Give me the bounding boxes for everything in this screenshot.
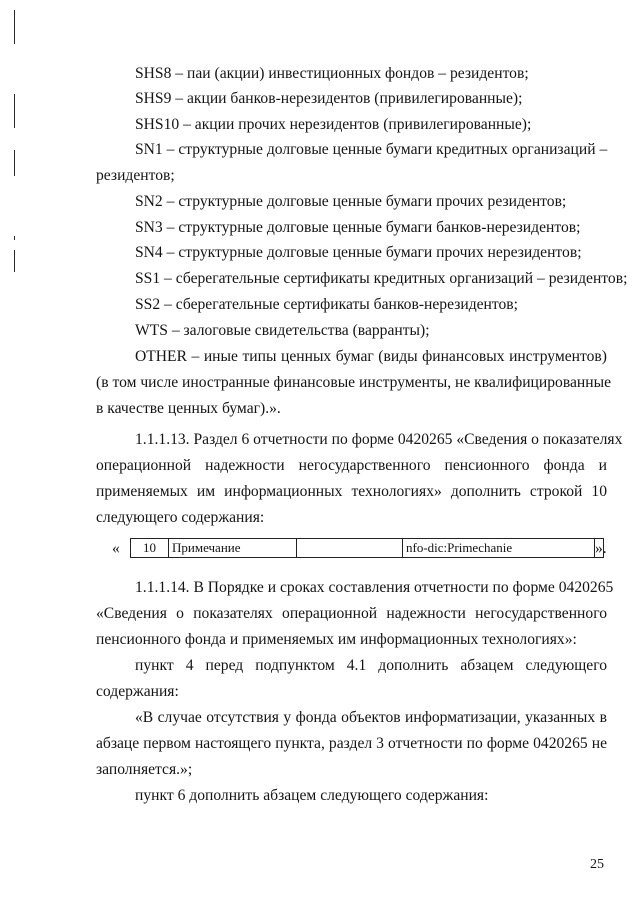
paragraph-line: заполняется.»; bbox=[96, 761, 193, 778]
table-cell-code: nfo-dic:Primechanie bbox=[403, 539, 595, 557]
table-cell-empty bbox=[297, 539, 403, 557]
paragraph-line: 1.1.1.14. В Порядке и сроках составления отчетности по форме 0420265 bbox=[135, 579, 614, 596]
list-item: SHS10 – акции прочих нерезидентов (привилегированные); bbox=[135, 116, 532, 133]
scan-margin-mark bbox=[14, 94, 15, 128]
paragraph-line: «В случае отсутствия у фонда объектов информатизации, указанных в bbox=[135, 709, 607, 726]
table-cell-name: Примечание bbox=[169, 539, 297, 557]
paragraph-line: пункт 6 дополнить абзацем следующего содержания: bbox=[135, 787, 489, 804]
paragraph-line: следующего содержания: bbox=[96, 509, 265, 526]
paragraph-line: операционной надежности негосударственного пенсионного фонда и bbox=[96, 457, 607, 474]
paragraph-line: пенсионного фонда и применяемых им информационных технологиях»: bbox=[96, 631, 577, 648]
list-item: резидентов; bbox=[96, 167, 175, 184]
list-item: в качестве ценных бумаг).». bbox=[96, 400, 281, 417]
scan-margin-mark bbox=[14, 236, 15, 240]
paragraph-line: пункт 4 перед подпунктом 4.1 дополнить абзацем следующего bbox=[135, 657, 607, 674]
scan-margin-mark bbox=[14, 250, 15, 272]
list-item: (в том числе иностранные финансовые инструменты, не квалифицированные bbox=[96, 374, 611, 391]
close-quote: ». bbox=[595, 540, 607, 557]
paragraph-line: содержания: bbox=[96, 683, 179, 700]
list-item: SN4 – структурные долговые ценные бумаги прочих нерезидентов; bbox=[135, 244, 582, 261]
list-item: SN1 – структурные долговые ценные бумаги кредитных организаций – bbox=[135, 141, 608, 158]
list-item: SHS8 – паи (акции) инвестиционных фондов – резидентов; bbox=[135, 65, 529, 82]
list-item: SN2 – структурные долговые ценные бумаги прочих резидентов; bbox=[135, 193, 567, 210]
paragraph-line: «Сведения о показателях операционной надежности негосударственного bbox=[96, 605, 607, 622]
scan-margin-mark bbox=[14, 150, 15, 176]
list-item: SS1 – сберегательные сертификаты кредитных организаций – резидентов; bbox=[135, 270, 628, 287]
scan-margin-mark bbox=[14, 10, 15, 44]
paragraph-line: 1.1.1.13. Раздел 6 отчетности по форме 0420265 «Сведения о показателях bbox=[135, 431, 623, 448]
inserted-table-row bbox=[112, 537, 609, 561]
list-item: WTS – залоговые свидетельства (варранты); bbox=[135, 322, 430, 339]
table-cell-number: 10 bbox=[131, 539, 169, 557]
page-number: 25 bbox=[590, 857, 604, 872]
list-item: OTHER – иные типы ценных бумаг (виды финансовых инструментов) bbox=[135, 348, 607, 365]
list-item: SS2 – сберегательные сертификаты банков-нерезидентов; bbox=[135, 296, 518, 313]
open-quote: « bbox=[112, 540, 120, 557]
list-item: SN3 – структурные долговые ценные бумаги банков-нерезидентов; bbox=[135, 219, 581, 236]
paragraph-line: применяемых им информационных технологиях» дополнить строкой 10 bbox=[96, 483, 607, 500]
list-item: SHS9 – акции банков-нерезидентов (привилегированные); bbox=[135, 90, 523, 107]
paragraph-line: абзаце первом настоящего пункта, раздел 3 отчетности по форме 0420265 не bbox=[96, 735, 607, 752]
table bbox=[130, 538, 604, 558]
